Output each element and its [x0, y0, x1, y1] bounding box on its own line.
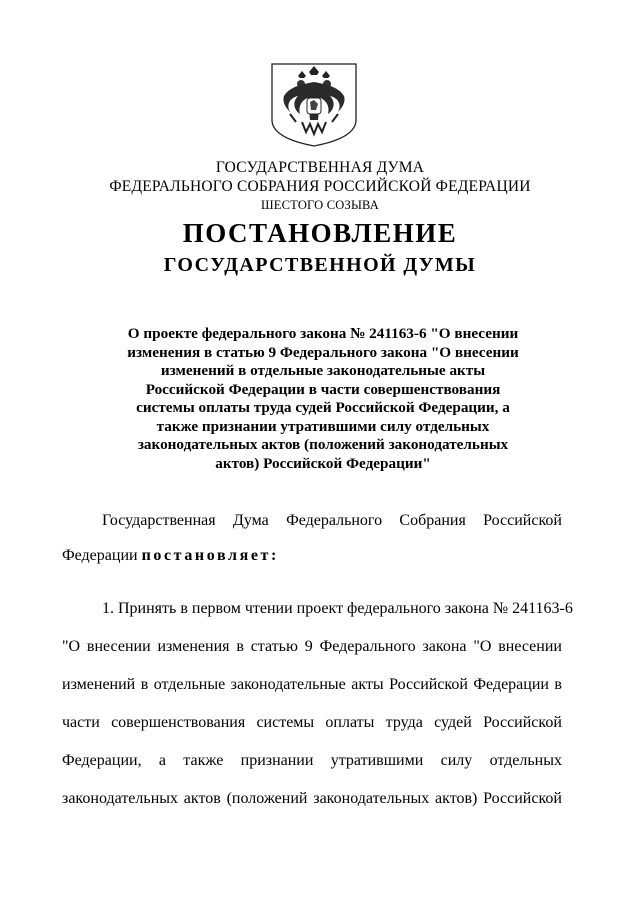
- bill-title-line: изменения в статью 9 Федерального закона "О внесении: [127, 343, 519, 361]
- word: Государственная: [102, 512, 216, 529]
- word: в: [236, 638, 244, 655]
- word: а: [158, 752, 166, 769]
- preamble-federation: Федерации: [62, 547, 138, 564]
- document-subtitle: ГОСУДАРСТВЕННОЙ ДУМЫ: [163, 254, 477, 276]
- word: акты: [351, 676, 384, 693]
- word: Федерации,: [62, 752, 142, 769]
- word: законодательные: [230, 676, 346, 693]
- bill-title: [110, 325, 536, 473]
- russian-coat-of-arms-icon: [268, 62, 360, 148]
- header-line-1: ГОСУДАРСТВЕННАЯ ДУМА: [215, 159, 425, 176]
- word: актов): [435, 790, 478, 807]
- word: признании: [240, 752, 314, 769]
- word: труда: [385, 714, 423, 731]
- word: Собрания: [399, 512, 466, 529]
- paragraph-1-line: [62, 638, 562, 658]
- word: (положений: [226, 790, 308, 807]
- word: Федерации: [473, 676, 549, 693]
- word: судей: [434, 714, 472, 731]
- word: в: [554, 676, 562, 693]
- word: отдельных: [489, 752, 562, 769]
- paragraph-1-line: [62, 790, 562, 810]
- word: системы: [256, 714, 315, 731]
- word: статью: [250, 638, 298, 655]
- preamble-decrees: постановляет:: [141, 547, 279, 564]
- word: отдельные: [153, 676, 226, 693]
- word: законодательных: [313, 790, 430, 807]
- word: утратившими: [330, 752, 424, 769]
- word: части: [62, 714, 100, 731]
- bill-title-line: Российской Федерации в части совершенствования: [145, 380, 501, 398]
- bill-title-line: также признании утратившими силу отдельных: [156, 417, 490, 435]
- header-line-3: ШЕСТОГО СОЗЫВА: [260, 198, 380, 212]
- bill-title-line: изменений в отдельные законодательные акты: [160, 362, 486, 379]
- bill-title-line: законодательных актов (положений законодательных: [137, 436, 509, 453]
- word: Дума: [232, 512, 269, 529]
- word: Российской: [389, 676, 468, 693]
- word: "О: [473, 638, 492, 655]
- header-line-2: ФЕДЕРАЛЬНОГО СОБРАНИЯ РОССИЙСКОЙ ФЕДЕРАЦИИ: [109, 178, 531, 195]
- preamble-line-1: [62, 512, 562, 532]
- paragraph-1-line: [62, 676, 562, 696]
- word: Федерального: [286, 512, 383, 529]
- paragraph-1-first-line: 1. Принять в первом чтении проект федерального закона № 241163-6: [102, 600, 573, 617]
- document-title: ПОСТАНОВЛЕНИЕ: [182, 218, 458, 248]
- bill-title-line: О проекте федерального закона № 241163-6 "О внесении: [127, 325, 519, 342]
- paragraph-1-line: [62, 752, 562, 772]
- bill-title-line: актов) Российской Федерации": [215, 454, 431, 472]
- word: изменения: [157, 638, 230, 655]
- word: изменений: [62, 676, 136, 693]
- issuer-header: [0, 158, 640, 215]
- word: Российской: [483, 512, 562, 529]
- word: в: [140, 676, 149, 693]
- word: актов: [183, 790, 221, 807]
- word: внесении: [498, 638, 562, 655]
- paragraph-1-line: [62, 714, 562, 734]
- word: законодательных: [62, 790, 178, 807]
- word: Российской: [483, 714, 562, 731]
- paragraph-1: [62, 600, 573, 828]
- word: закона: [422, 638, 467, 655]
- preamble-line-2: [62, 547, 562, 565]
- word: оплаты: [325, 714, 375, 731]
- word: 9: [304, 638, 313, 655]
- word: совершенствования: [111, 714, 246, 731]
- word: силу: [440, 752, 473, 769]
- word: внесении: [86, 638, 151, 655]
- word: "О: [62, 638, 81, 655]
- word: также: [183, 752, 224, 769]
- word: Российской: [483, 790, 562, 807]
- word: Федерального: [319, 638, 416, 655]
- bill-title-line: системы оплаты труда судей Российской Федерации, а: [136, 399, 510, 416]
